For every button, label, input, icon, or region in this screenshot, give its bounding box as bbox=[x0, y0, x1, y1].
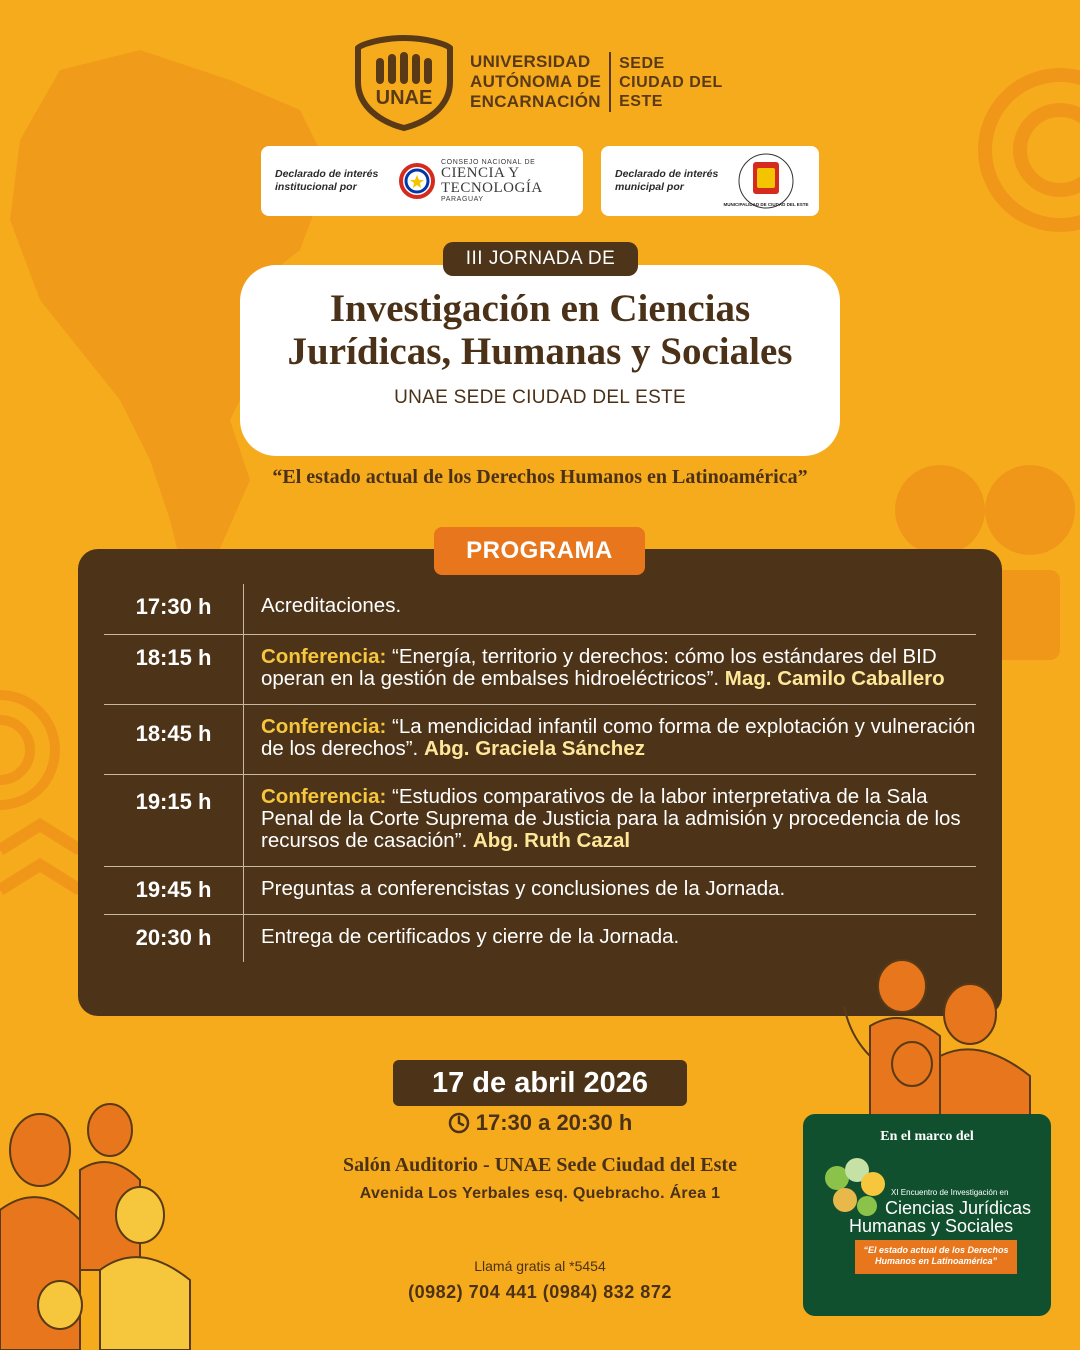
encuentro-frame bbox=[803, 1114, 1051, 1316]
event-date: 17 de abril 2026 bbox=[393, 1060, 687, 1106]
row-description: Acreditaciones. bbox=[261, 594, 402, 617]
encuentro-logo-icon bbox=[817, 1156, 891, 1224]
event-quote: “El estado actual de los Derechos Humanos en Latinoamérica” bbox=[272, 466, 808, 488]
table-row bbox=[104, 915, 976, 962]
row-time: 19:45 h bbox=[104, 867, 244, 914]
call-label: Llamá gratis al *5454 bbox=[474, 1258, 606, 1274]
municipal-seal-icon bbox=[723, 152, 809, 210]
row-speaker: Abg. Graciela Sánchez bbox=[423, 737, 645, 760]
event-subtitle: UNAE SEDE CIUDAD DEL ESTE bbox=[394, 387, 686, 408]
table-row bbox=[104, 705, 976, 775]
row-time: 20:30 h bbox=[104, 915, 244, 962]
conacyt-declaration bbox=[261, 146, 583, 216]
event-venue: Salón Auditorio - UNAE Sede Ciudad del Este bbox=[343, 1154, 737, 1176]
logo-abbrev: UNAE bbox=[375, 87, 433, 109]
row-description: Conferencia: “Estudios comparativos de la labor interpretativa de la Sala Penal de la Corte Suprema de Justicia para la admisión y procedencia de los recursos de casación”. Abg. Ruth Cazal bbox=[261, 785, 961, 852]
phone-numbers: (0982) 704 441 (0984) 832 872 bbox=[408, 1282, 672, 1302]
row-description: Conferencia: “Energía, territorio y derechos: cómo los estándares del BID operan en la gestión de embalses hidroeléctricos”. Mag. Camilo Caballero bbox=[261, 645, 945, 690]
frame-title: En el marco del bbox=[880, 1129, 974, 1144]
frame-quote: “El estado actual de los Derechos Humanos en Latinoamérica” bbox=[855, 1240, 1017, 1274]
conacyt-name: CONSEJO NACIONAL DE CIENCIA Y TECNOLOGÍA PARAGUAY bbox=[441, 159, 543, 203]
municipal-declaration bbox=[601, 146, 819, 216]
arcs-decoration bbox=[900, 40, 1080, 240]
frame-title-line-1: Ciencias Jurídicas bbox=[885, 1198, 1032, 1218]
event-title: Investigación en Ciencias Jurídicas, Humanas y Sociales bbox=[287, 287, 793, 373]
program-heading: PROGRAMA bbox=[434, 527, 645, 575]
zigzag-decoration bbox=[0, 820, 80, 940]
row-prefix: Conferencia: bbox=[261, 785, 387, 808]
table-row bbox=[104, 775, 976, 867]
clock-icon bbox=[448, 1112, 470, 1134]
jornada-badge: III JORNADA DE bbox=[443, 242, 638, 276]
row-time: 18:45 h bbox=[104, 705, 244, 774]
people-illustration-right bbox=[840, 956, 1080, 1126]
event-address: Avenida Los Yerbales esq. Quebracho. Área 1 bbox=[359, 1185, 721, 1202]
people-illustration-left bbox=[0, 1090, 210, 1350]
seal-text: MUNICIPALIDAD DE CIUDAD DEL ESTE bbox=[723, 202, 809, 207]
table-row bbox=[104, 867, 976, 915]
university-name: UNIVERSIDAD AUTÓNOMA DE ENCARNACIÓN bbox=[470, 52, 602, 111]
header-divider bbox=[609, 52, 611, 112]
declaration-label: Declarado de interés municipal por bbox=[615, 168, 719, 193]
title-card bbox=[240, 265, 840, 456]
row-description: Preguntas a conferencistas y conclusiones de la Jornada. bbox=[261, 877, 786, 900]
row-speaker: Mag. Camilo Caballero bbox=[724, 667, 945, 690]
row-description: Conferencia: “La mendicidad infantil como forma de explotación y vulneración de los derechos”. Abg. Graciela Sánchez bbox=[261, 715, 976, 760]
table-row bbox=[104, 584, 976, 635]
sede-name: SEDE CIUDAD DEL ESTE bbox=[619, 54, 723, 110]
paraguay-seal-icon bbox=[399, 163, 435, 199]
row-time: 19:15 h bbox=[104, 775, 244, 866]
event-hours: 17:30 a 20:30 h bbox=[0, 1110, 1080, 1136]
table-row bbox=[104, 635, 976, 705]
arcs-decoration-left bbox=[0, 690, 80, 810]
unae-shield-icon bbox=[352, 34, 456, 130]
row-prefix: Conferencia: bbox=[261, 715, 387, 738]
declaration-label: Declarado de interés institucional por bbox=[275, 168, 379, 193]
row-description: Entrega de certificados y cierre de la Jornada. bbox=[261, 925, 680, 948]
row-speaker: Abg. Ruth Cazal bbox=[472, 829, 631, 852]
row-prefix: Conferencia: bbox=[261, 645, 387, 668]
frame-xi-line: XI Encuentro de Investigación en bbox=[891, 1188, 1009, 1197]
program-table bbox=[104, 584, 976, 962]
row-time: 18:15 h bbox=[104, 635, 244, 704]
frame-title-line-2: Humanas y Sociales bbox=[849, 1216, 1014, 1236]
unae-logo bbox=[352, 34, 723, 130]
row-time: 17:30 h bbox=[104, 584, 244, 634]
